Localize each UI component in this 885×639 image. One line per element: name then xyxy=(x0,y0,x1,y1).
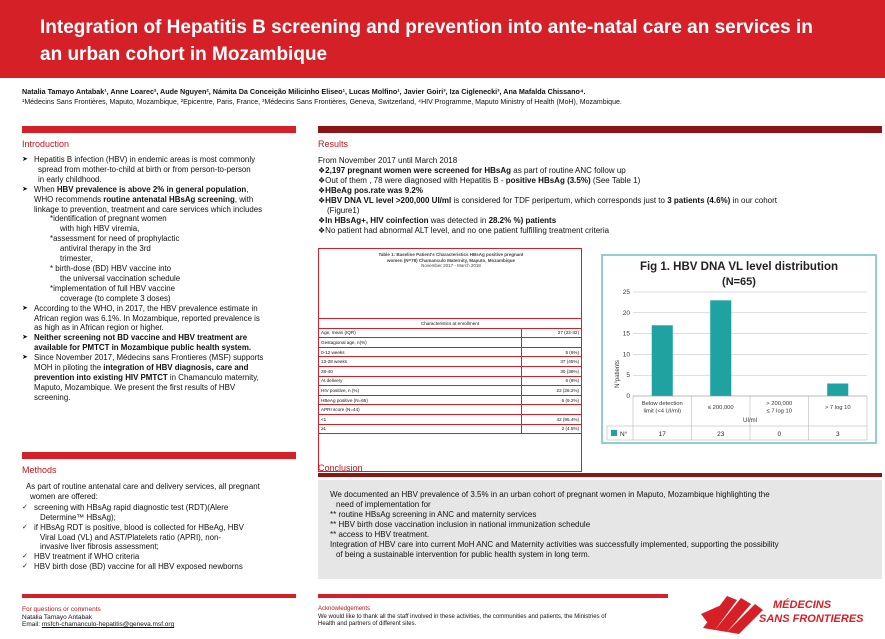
table-cell-label: HIV positive, n (%) xyxy=(319,386,522,396)
table-cell-label: ≥1 xyxy=(319,424,522,434)
table-row xyxy=(319,405,582,415)
conclusion-title: Conclusion xyxy=(318,463,363,473)
table-cell-value xyxy=(522,405,582,415)
table-cell-label: Age, mean (IQR) xyxy=(319,328,522,338)
acknowledgements xyxy=(318,606,678,629)
chart-data-label: 0 xyxy=(777,431,782,438)
table-row xyxy=(319,424,582,434)
chart-bar xyxy=(827,384,848,396)
methods-bullet-3: ✓ HBV treatment if WHO criteria xyxy=(22,552,140,562)
table-cell-value: 2 (4.5%) xyxy=(522,424,582,434)
footer-bar-right xyxy=(318,594,668,598)
table-row xyxy=(319,347,582,357)
intro-bullet-5: ➤ Since November 2017, Médecins sans Frontieres (MSF) supports MOH in piloting the integration of HBV diagnosis, care and prevention into existing HIV PMTCT in Chamanculo maternity, Maputo, Mozambique. We present the first results of HBV screening. xyxy=(22,353,264,402)
table-cell-value xyxy=(522,338,582,348)
logo-text-2: SANS FRONTIERES xyxy=(759,613,864,625)
table-row xyxy=(319,395,582,405)
ack-title: Acknowledgements xyxy=(318,606,371,612)
chart-category-label: > 200,000 xyxy=(766,401,793,407)
conclusion-line-7: of being a sustainable intervention for public health system in long term. xyxy=(336,550,590,559)
contact-email-link[interactable]: msfch-chamanculo-hepatitis@geneva.msf.org xyxy=(41,621,175,628)
chart-x-label: UI/ml xyxy=(743,418,757,424)
chart-bar xyxy=(710,300,731,396)
methods-bullet-4: ✓ HBV birth dose (BD) vaccine for all HBV exposed newborns xyxy=(22,562,243,572)
vl-distribution-chart xyxy=(603,256,875,442)
poster-title xyxy=(40,14,875,68)
results-line-5: ❖In HBsAg+, HIV coinfection was detected in 28.2% %) patients xyxy=(318,216,557,225)
poster-header xyxy=(0,0,885,78)
intro-bullet-4: ➤ Neither screening not BD vaccine and HBV treatment are available for PMTCT in Mozambique public health system. xyxy=(22,333,252,353)
chart-legend-label: N° xyxy=(620,431,628,438)
table-row xyxy=(319,414,582,424)
table-row xyxy=(319,376,582,386)
intro-bullet-1: ➤ Hepatitis B infection (HBV) in endemic areas is most commonly spread from mother-to-child at birth or from person-to-person in early childhood. xyxy=(22,155,256,184)
table-row xyxy=(319,386,582,396)
conclusion-line-4: ** HBV birth dose vaccination inclusion in national immunization schedule xyxy=(330,520,591,529)
intro-bullet-3: ➤ According to the WHO, in 2017, the HBV prevalence estimate in African region was 6.1%. In Mozambique, reported prevalence is as high as in African region or higher. xyxy=(22,303,260,333)
methods-bullet-2: ✓ if HBsAg RDT is positive, blood is collected for HBeAg, HBV Viral Load (VL) and AST/Platelets ratio (APRI), non- invasive liver fibrosis assessment; xyxy=(22,522,244,552)
results-line-4: ❖HBV DNA VL level >200,000 UI/ml is considered for TDF peripertum, which corresponds just to 3 patients (4.6%) in our cohort xyxy=(318,196,778,205)
title-line-1: Integration of Hepatitis B screening and prevention into ante-natal care an services in xyxy=(40,17,813,38)
ack-text-1: We would like to thank all the staff involved in these activities, the communities and patients, the Ministries of xyxy=(318,613,607,620)
chart-data-label: 17 xyxy=(658,431,666,438)
table-cell-value: 5 (6%) xyxy=(522,347,582,357)
table-cell-label: 13-28 weeks xyxy=(319,357,522,367)
results-line-3: ❖HBeAg pos.rate was 9.2% xyxy=(318,186,423,195)
chart-category-label: > 7 log 10 xyxy=(824,405,851,411)
table-header: Characteristics at enrollment xyxy=(319,319,582,329)
conclusion-bar xyxy=(318,473,882,477)
table-cell-label: 28-40 xyxy=(319,366,522,376)
conclusion-box xyxy=(318,480,882,579)
chart-y-tick: 25 xyxy=(622,289,630,296)
chart-category-label: Below detection xyxy=(641,401,683,407)
ack-text-2: Health and partners of different sites. xyxy=(318,621,417,627)
methods-bullet-1: ✓ screening with HBsAg rapid diagnostic test (RDT)(Alere Determine™ HBsAg); xyxy=(22,502,229,522)
chart-data-label: 23 xyxy=(717,431,725,438)
conclusion-line-3: ** routine HBsAg screening in ANC and maternity services xyxy=(330,510,537,519)
table-cell-value: 6 (8%) xyxy=(522,376,582,386)
logo-text-1: MÉDECINS xyxy=(773,599,832,611)
chart-y-tick: 10 xyxy=(622,351,630,359)
chart-y-tick: 20 xyxy=(622,309,630,317)
chart-category-label: ≤ 200,000 xyxy=(707,405,734,411)
conclusion-line-2: need of implementation for xyxy=(336,500,431,509)
chart-y-label: N°patients xyxy=(615,360,621,388)
methods-bar xyxy=(22,452,296,459)
results-line-4b: (Figure1) xyxy=(327,206,360,215)
affiliations: ¹Médecins Sans Frontières, Maputo, Mozambique, ²Epicentre, Paris, France, ³Médecins Sans Frontières, Geneva, Switzerland, ⁴HIV Programme, Maputo Ministry of Health (MoH), Mozambique. xyxy=(22,99,622,106)
results-line-1: ❖2,197 pregnant women were screened for HBsAg as part of routine ANC follow up xyxy=(318,166,626,175)
table-caption: Table 1: Baseline Patient's Characteristics HBsAg positive pregnant women (N=78) Chamanculo Maternity, Maputo, Mozambique November 2017 - March 2018 xyxy=(378,252,524,268)
results-line-6: ❖No patient had abnormal ALT level, and no one patient fulfilling treatment criteria xyxy=(318,226,610,235)
conclusion-line-1: We documented an HBV prevalence of 3.5% in an urban cohort of pregnant women in Maputo, Mozambique highlighting the xyxy=(330,490,770,499)
msf-logo-icon xyxy=(697,588,877,634)
table-cell-value: 22 (28.2%) xyxy=(522,386,582,396)
results-bar xyxy=(318,126,882,133)
table-cell-label: Gestagional age, n(%) xyxy=(319,338,522,348)
table-row xyxy=(319,366,582,376)
chart-data-label: 3 xyxy=(835,431,840,438)
table-row xyxy=(319,357,582,367)
table-cell-label: At delivery xyxy=(319,376,522,386)
table-cell-label: HBeAg positive (N=65) xyxy=(319,395,522,405)
table-cell-value: 6 (9.2%) xyxy=(522,395,582,405)
authors: Natalia Tamayo Antabak¹, Anne Loarec², Aude Nguyen², Námita Da Conceição Milicinho Eliseo¹, Lucas Molfino¹, Javier Goiri³, Iza Ciglenecki³, Ana Mafalda Chissano⁴. xyxy=(22,87,586,96)
chart-y-tick: 5 xyxy=(626,372,630,380)
table-cell-value: 37 (45%) xyxy=(522,357,582,367)
table-cell-label: APRI score (N=44) xyxy=(319,405,522,415)
table-cell-value: 27 (22-32) xyxy=(522,328,582,338)
contact-block xyxy=(22,606,174,629)
chart-category-label: ≤ 7 log 10 xyxy=(766,408,792,415)
intro-bullet-2: ➤ When HBV prevalence is above 2% in general population, WHO recommends routine antenatal HBsAg screening, with linkage to prevention, treatment and care services which includes *identification of pregnant women with high HBV viremia, *assessment for need of prophylactic antiviral therapy in the 3rd trimester, * birth-dose (BD) HBV vaccine into the universal vaccination schedule *implementation of full HBV vaccine coverage (to complete 3 doses) xyxy=(22,184,263,303)
msf-logo xyxy=(697,588,877,634)
intro-bar xyxy=(22,126,296,133)
chart-y-tick: 15 xyxy=(622,330,630,338)
results-line-0: From November 2017 until March 2018 xyxy=(318,156,458,165)
chart-legend-swatch xyxy=(611,430,617,436)
results-body xyxy=(318,156,878,236)
table-cell-label: 0-12 weeks xyxy=(319,347,522,357)
table-cell-label: <1 xyxy=(319,414,522,424)
methods-title: Methods xyxy=(22,465,57,475)
title-line-2: an urban cohort in Mozambique xyxy=(40,44,328,65)
table-row xyxy=(319,328,582,338)
conclusion-line-5: ** access to HBV treatment. xyxy=(330,530,430,539)
results-title: Results xyxy=(318,139,349,149)
baseline-table xyxy=(318,318,582,434)
conclusion-line-6: Integration of HBV care into current MoH ANC and Maternity activities was successfully implemented, supporting the possibility xyxy=(330,540,779,549)
intro-body xyxy=(22,155,302,403)
table-cell-value: 30 (38%) xyxy=(522,366,582,376)
chart-title: Fig 1. HBV DNA VL level distribution xyxy=(639,261,839,273)
contact-title: For questions or comments xyxy=(22,606,101,613)
table-row xyxy=(319,338,582,348)
table-cell-value: 42 (95.4%) xyxy=(522,414,582,424)
methods-intro: As part of routine antenatal care and delivery services, all pregnant women are offered: xyxy=(26,482,260,501)
results-line-2: ❖Out of them , 78 were diagnosed with Hepatitis B - positive HBsAg (3.5%) (See Table 1) xyxy=(318,176,641,185)
footer-bar-left xyxy=(22,594,296,598)
chart-category-label: limit (<4 UI/ml) xyxy=(643,408,682,415)
chart-y-tick: 0 xyxy=(626,393,630,400)
figure-1 xyxy=(601,254,877,444)
chart-subtitle: (N=65) xyxy=(722,276,756,288)
contact-name: Natalia Tamayo Antabak xyxy=(22,613,92,621)
table-header-row xyxy=(319,319,582,329)
contact-email-row: Email: msfch-chamanculo-hepatitis@geneva.msf.org xyxy=(22,621,175,628)
chart-bar xyxy=(652,325,673,396)
intro-title: Introduction xyxy=(22,139,70,149)
methods-body xyxy=(22,482,304,572)
